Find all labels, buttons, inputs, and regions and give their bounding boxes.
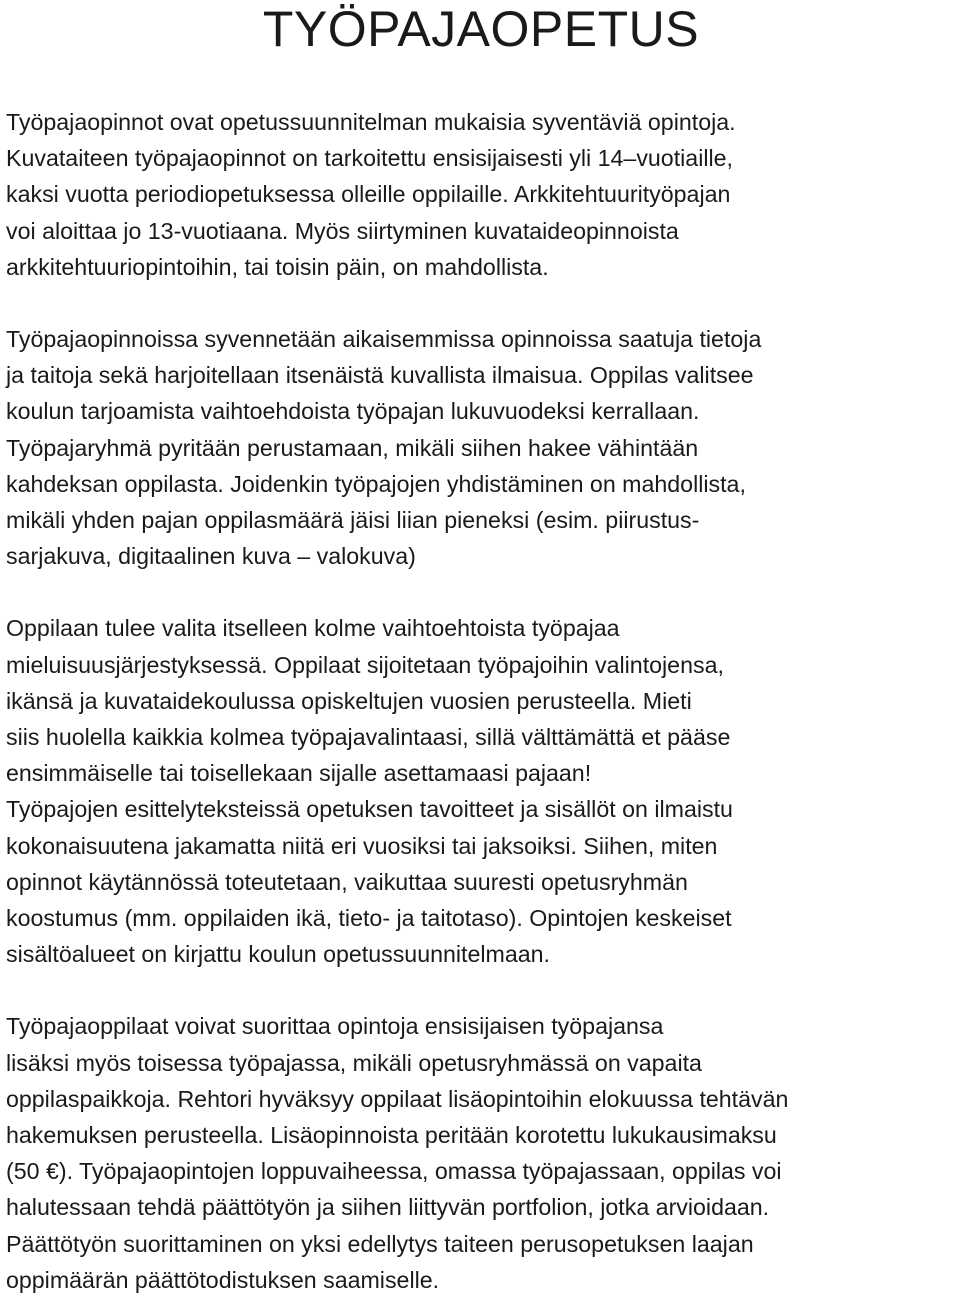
paragraph-intro: Työpajaopinnot ovat opetussuunnitelman mukaisia syventäviä opintoja. Kuvataiteen työpajaopinnot on tarkoitettu ensisijaisesti yli 14–vuotiaille, kaksi vuotta periodiopetuksessa olleille oppilaille. Arkkitehtuurityöpajan voi aloittaa jo 13-vuotiaana. Myös siirtyminen kuvataideopinnoista arkkitehtuuriopintoihin, tai toisin päin, on mahdollista. (6, 109, 736, 280)
paragraph-selection: Oppilaan tulee valita itselleen kolme vaihtoehtoista työpajaa mieluisuusjärjestyksessä. Oppilaat sijoitetaan työpajoihin valintojensa, ikänsä ja kuvataidekoulussa opiskeltujen vuosien perusteella. Mieti siis huolella kaikkia kolmea työpajavalintaasi, sillä välttämättä et pääse ensimmäiselle tai toisellekaan sijalle asettamaasi pajaan! Työpajojen esittelyteksteissä opetuksen tavoitteet ja sisällöt on ilmaistu kokonaisuutena jakamatta niitä eri vuosiksi tai jaksoiksi. Siihen, miten opinnot käytännössä toteutetaan, vaikuttaa suuresti opetusryhmän koostumus (mm. oppilaiden ikä, tieto- ja taitotaso). Opintojen keskeiset sisältöalueet on kirjattu koulun opetussuunnitelmaan. (6, 615, 733, 968)
paragraph-spacer (6, 972, 956, 1008)
paragraph-additional-studies: Työpajaoppilaat voivat suorittaa opintoja ensisijaisen työpajansa lisäksi myös toisessa työpajassa, mikäli opetusryhmässä on vapaita oppilaspaikkoja. Rehtori hyväksyy oppilaat lisäopintoihin elokuussa tehtävän hakemuksen perusteella. Lisäopinnoista peritään korotettu lukukausimaksu (50 €). Työpajaopintojen loppuvaiheessa, omassa työpajassaan, oppilas voi halutessaan tehdä päättötyön ja siihen liittyvän portfolion, jotka arvioidaan. Päättötyön suorittaminen on yksi edellytys taiteen perusopetuksen laajan oppimäärän päättötodistuksen saamiselle. (6, 1013, 789, 1293)
paragraph-spacer (6, 285, 956, 321)
paragraph-spacer (6, 574, 956, 610)
paragraph-content: Työpajaopinnoissa syvennetään aikaisemmissa opinnoissa saatuja tietoja ja taitoja sekä harjoitellaan itsenäistä kuvallista ilmaisua. Oppilas valitsee koulun tarjoamista vaihtoehdoista työpajan lukuvuodeksi kerrallaan. Työpajaryhmä pyritään perustamaan, mikäli siihen hakee vähintään kahdeksan oppilasta. Joidenkin työpajojen yhdistäminen on mahdollista, mikäli yhden pajan oppilasmäärä jäisi liian pieneksi (esim. piirustus- sarjakuva, digitaalinen kuva – valokuva) (6, 326, 762, 570)
page-title: TYÖPAJAOPETUS (262, 1, 700, 57)
document-page (6, 0, 956, 1298)
